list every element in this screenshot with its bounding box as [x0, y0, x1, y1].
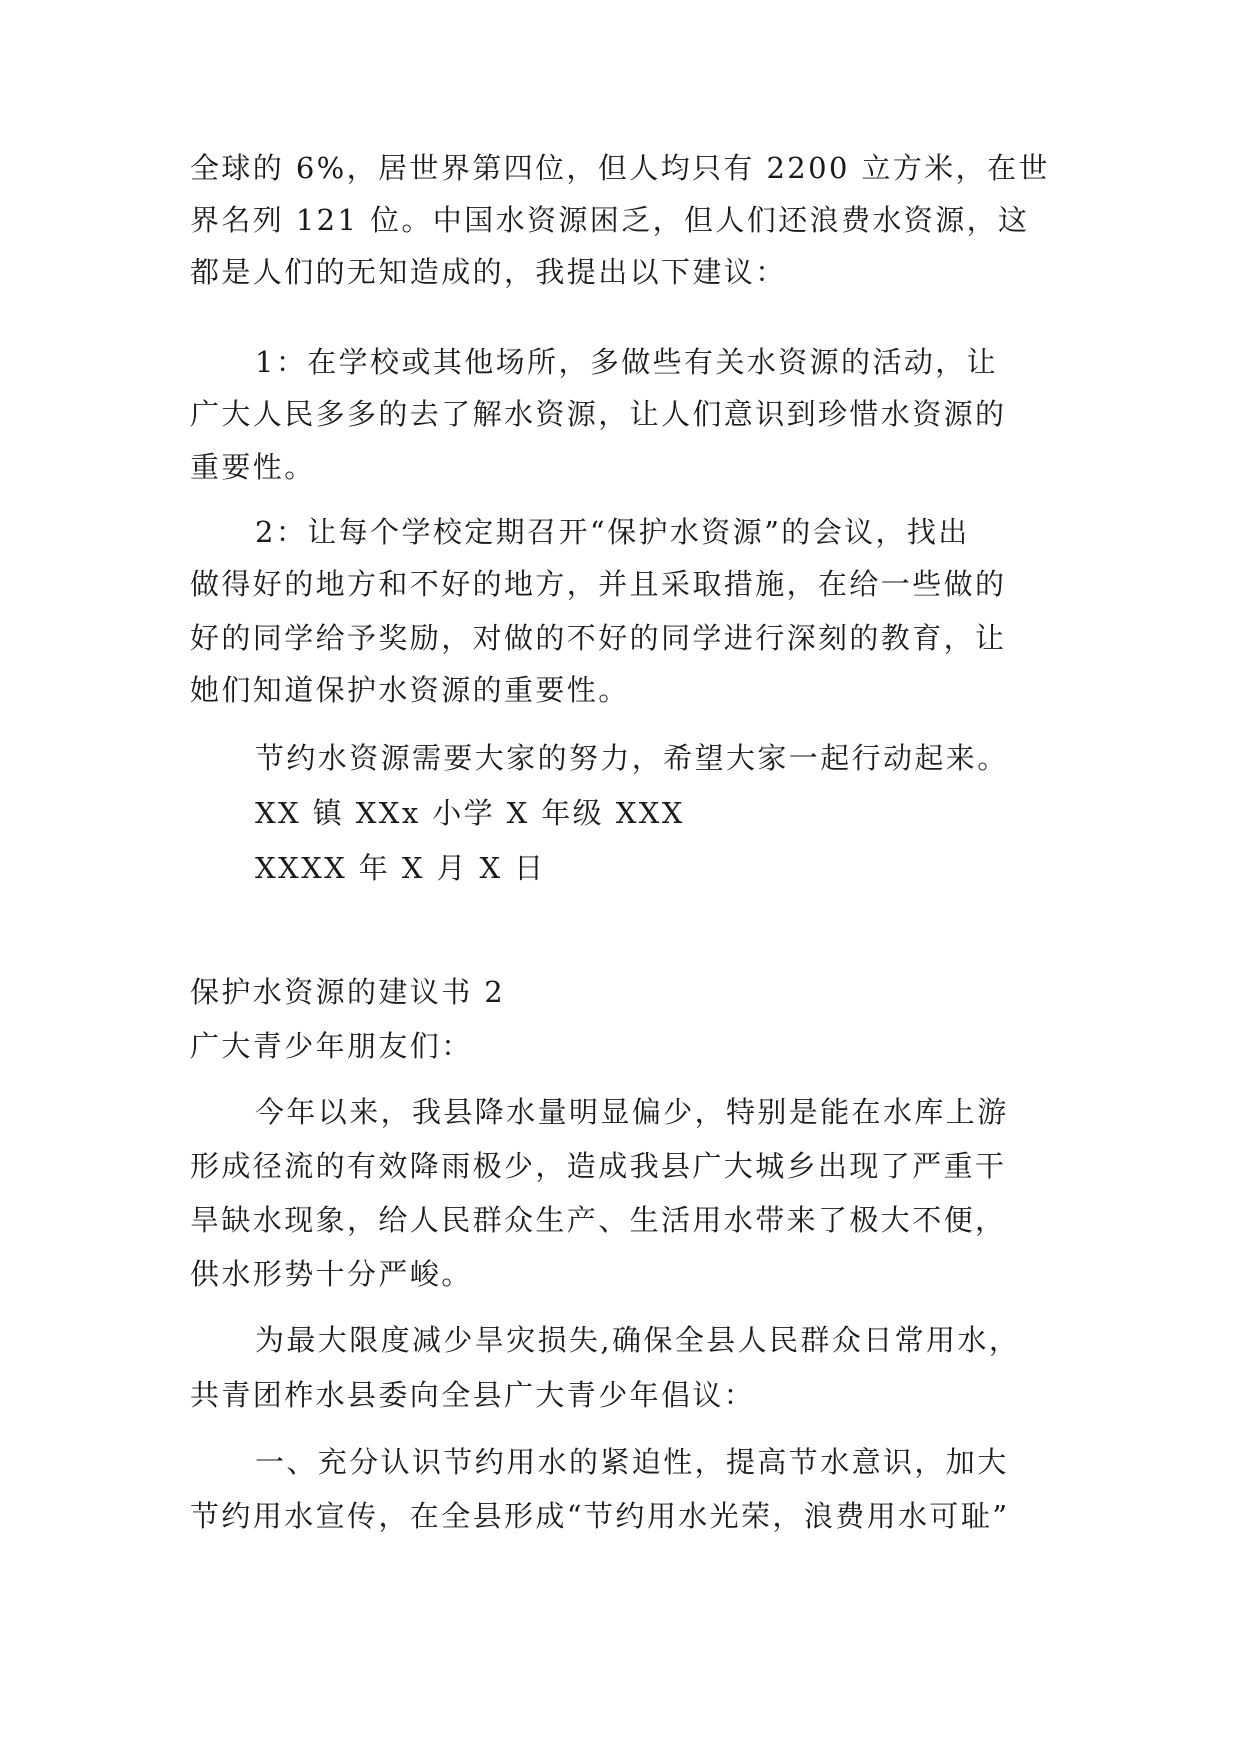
- text-line: 形成径流的有效降雨极少，造成我县广大城乡出现了严重干: [190, 1149, 1007, 1183]
- text-line: 界名列 121 位。中国水资源困乏，但人们还浪费水资源，这: [190, 203, 1030, 237]
- text-line: 今年以来，我县降水量明显偏少，特别是能在水库上游: [255, 1095, 1009, 1129]
- text-line: 供水形势十分严峻。: [190, 1257, 473, 1291]
- text-line: 一、充分认识节约用水的紧迫性，提高节水意识，加大: [255, 1445, 1009, 1479]
- text-line: 节约用水宣传，在全县形成“节约用水光荣，浪费用水可耻”: [190, 1499, 1010, 1533]
- text-line: 重要性。: [190, 450, 316, 484]
- text-line: 为最大限度减少旱灾损失,确保全县人民群众日常用水，: [255, 1323, 1021, 1357]
- text-line: 1：在学校或其他场所，多做些有关水资源的活动，让: [255, 345, 999, 379]
- text-line: 旱缺水现象，给人民群众生产、生活用水带来了极大不便，: [190, 1203, 1007, 1237]
- text-line: 全球的 6%，居世界第四位，但人均只有 2200 立方米，在世: [190, 151, 1050, 185]
- text-line: 好的同学给予奖励，对做的不好的同学进行深刻的教育，让: [190, 621, 1007, 655]
- text-line: 共青团柞水县委向全县广大青少年倡议：: [190, 1378, 756, 1412]
- section-title: 保护水资源的建议书 2: [190, 975, 506, 1009]
- text-line: 她们知道保护水资源的重要性。: [190, 673, 630, 707]
- text-line: 节约水资源需要大家的努力，希望大家一起行动起来。: [255, 741, 1009, 775]
- text-line: 广大人民多多的去了解水资源，让人们意识到珍惜水资源的: [190, 397, 1007, 431]
- signature-line: XX 镇 XXx 小学 X 年级 XXX: [255, 796, 685, 830]
- text-line: 2：让每个学校定期召开“保护水资源”的会议，找出: [255, 515, 970, 549]
- text-line: 做得好的地方和不好的地方，并且采取措施，在给一些做的: [190, 567, 1007, 601]
- salutation: 广大青少年朋友们：: [190, 1029, 473, 1063]
- date-line: XXXX 年 X 月 X 日: [255, 851, 546, 885]
- text-line: 都是人们的无知造成的，我提出以下建议：: [190, 255, 787, 289]
